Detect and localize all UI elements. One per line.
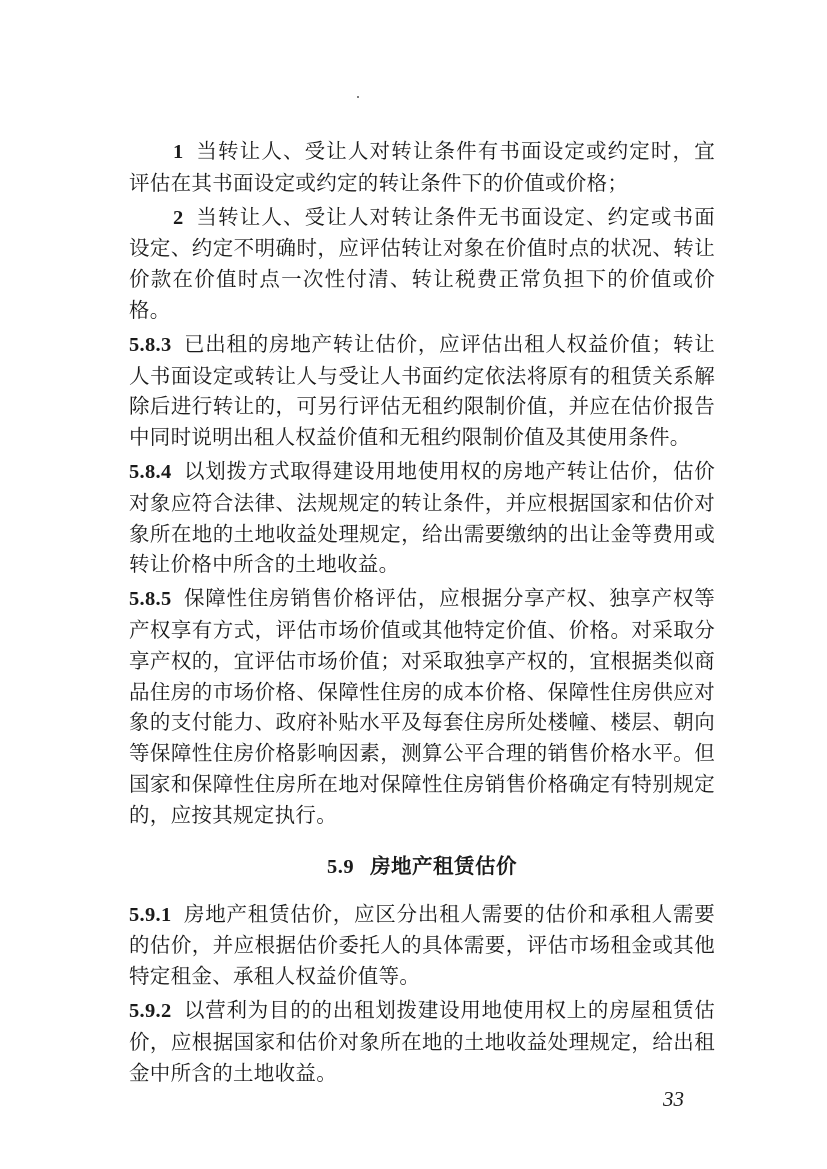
section-title: 房地产租赁估价 [370, 853, 518, 878]
item-text: 当转让人、受让人对转让条件无书面设定、约定或书面设定、约定不明确时，应评估转让对象在价值时点的状况、转让价款在价值时点一次性付清、转让税费正常负担下的价值或价格。 [129, 204, 715, 322]
clause-5-9-1 [129, 899, 715, 992]
clause-5-8-3 [129, 329, 715, 453]
clause-5-8-4 [129, 456, 715, 580]
clause-number: 5.8.5 [129, 588, 172, 611]
clause-text: 房地产租赁估价，应区分出租人需要的估价和承租人需要的估价，并应根据估价委托人的具体需要，评估市场租金或其他特定租金、承租人权益价值等。 [129, 901, 715, 989]
clause-text: 保障性住房销售价格评估，应根据分享产权、独享产权等产权享有方式，评估市场价值或其他特定价值、价格。对采取分享产权的，宜评估市场价值；对采取独享产权的，宜根据类似商品住房的市场价格、保障性住房的成本价格、保障性住房供应对象的支付能力、政府补贴水平及每套住房所处楼幢、楼层、朝向等保障性住房价格影响因素，测算公平合理的销售价格水平。但国家和保障性住房所在地对保障性住房销售价格确定有特别规定的，应按其规定执行。 [129, 586, 715, 827]
item-text: 当转让人、受让人对转让条件有书面设定或约定时，宜评估在其书面设定或约定的转让条件下的价值或价格； [129, 139, 715, 195]
clause-number: 5.8.3 [129, 333, 172, 356]
section-number: 5.9 [326, 855, 355, 878]
scan-speck [357, 96, 359, 98]
clause-number: 5.9.1 [129, 903, 172, 926]
item-number: 1 [173, 141, 184, 163]
list-item-2 [129, 202, 715, 326]
list-item-1 [129, 136, 715, 199]
clause-text: 以营利为目的的出租划拨建设用地使用权上的房屋租赁估价，应根据国家和估价对象所在地的土地收益处理规定，给出租金中所含的土地收益。 [129, 997, 715, 1085]
section-heading [129, 849, 715, 879]
page-number: 33 [663, 1087, 684, 1111]
page-body [129, 136, 715, 1091]
clause-5-9-2 [129, 995, 715, 1088]
item-number: 2 [173, 206, 184, 229]
clause-text: 以划拨方式取得建设用地使用权的房地产转让估价，估价对象应符合法律、法规规定的转让条件，并应根据国家和估价对象所在地的土地收益处理规定，给出需要缴纳的出让金等费用或转让价格中所含的土地收益。 [129, 458, 715, 577]
clause-text: 已出租的房地产转让估价，应评估出租人权益价值；转让人书面设定或转让人与受让人书面约定依法将原有的租赁关系解除后进行转让的，可另行评估无租约限制价值，并应在估价报告中同时说明出租人权益价值和无租约限制价值及其使用条件。 [129, 331, 715, 450]
clause-5-8-5 [129, 583, 715, 830]
clause-number: 5.9.2 [129, 999, 172, 1022]
clause-number: 5.8.4 [129, 460, 172, 483]
